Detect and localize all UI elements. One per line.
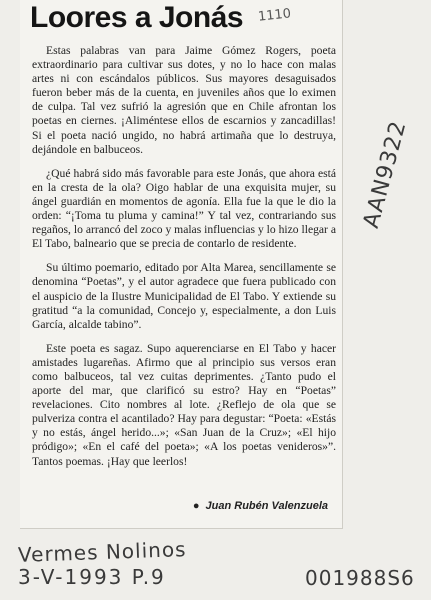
handwritten-source: Vermes Nolinos [17,537,187,567]
handwritten-catalog-code: AAN9322 [358,117,412,231]
newspaper-clipping [20,0,343,529]
article-byline [193,500,328,512]
article-body [32,44,336,479]
bullet-icon: ● [192,500,200,512]
article-paragraph: Este poeta es sagaz. Supo aquerenciarse en El Tabo y hacer amistades lugareñas. Afirmo que al principio sus versos eran como balbuceos, tal vez cuitas deprimentes. ¿Tanto pudo el aporte del mar, que clarificó su estro? Hay en “Poetas” revelaciones. Cito nombres al lote. ¿Reflejo de ola que se pulveriza contra el acantilado? Hay para degustar: “Poeta: «Estás y no estás, ángel herido...»; «San Juan de la Cruz»; «El hijo pródigo»; «En el café del poeta»; «A los poetas venideros»”. Tantos poemas. ¡Hay que leerlos! [32,341,336,468]
article-title: Loores a Jonás [30,1,244,34]
byline-author: Juan Rubén Valenzuela [205,500,328,512]
article-paragraph: Estas palabras van para Jaime Gómez Rogers, poeta extraordinario para cultivar sus dotes, y no lo hace con malas artes ni con escándalos públicos. Sus mayores desaguisados fueron beber más de la cuenta, en juveniles años que lo eximen de culpa. Tal vez sufrió la agresión que en Chile afrontan los poetas en ciernes. ¡Aliméntese ellos de escarnios y zancadillas! Si el poeta nació ungido, no habrá artimaña que lo destruya, dejándole en balbuceos. [32,44,336,156]
handwritten-date: 3-V-1993 P.9 [18,565,166,589]
handwritten-archive-number: 001988S6 [305,566,415,590]
handwritten-top-mark: 1110 [257,6,292,25]
article-paragraph: ¿Qué habrá sido más favorable para este Jonás, que ahora está en la cresta de la ola? Oigo hablar de una exquisita mujer, su ángel guardián en momentos de agonía. Ella fue la que le dio la orden: “¡Toma tu pluma y camina!” Y tal vez, contrariando sus regaños, lo arrancó del zoco y malas influencias y lo hizo llegar a El Tabo, balneario que se precia de contarlo de residente. [32,166,336,251]
article-paragraph: Su último poemario, editado por Alta Marea, sencillamente se denomina “Poetas”, y el autor agradece que fuera publicado con el auspicio de la Ilustre Municipalidad de El Tabo. Y extiende su gratitud “a la comunidad, Concejo y, especialmente, a don Luis García, alcalde tabino”. [32,261,336,331]
